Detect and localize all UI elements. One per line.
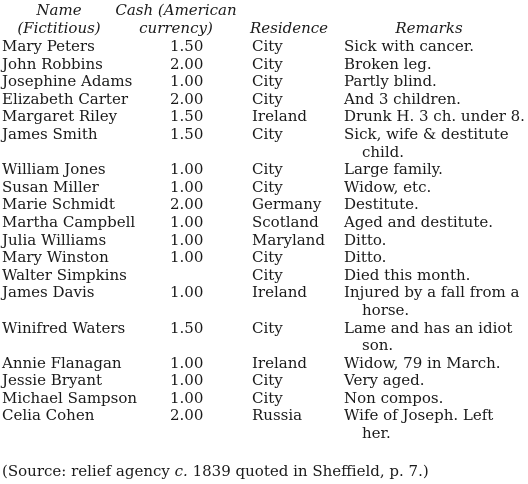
cell-residence: City (252, 160, 283, 179)
cell-name: James Smith (2, 124, 98, 143)
cell-remarks (344, 161, 528, 179)
remarks-line: Very aged. (344, 371, 425, 390)
remarks-line: horse. (362, 300, 410, 319)
cell-remarks (344, 196, 528, 214)
cell-remarks (344, 214, 528, 232)
cell-cash: 1.00 (170, 388, 204, 407)
remarks-line: Wife of Joseph. Left (344, 406, 494, 425)
remarks-line: son. (362, 336, 394, 355)
source-note (2, 462, 429, 480)
cell-cash: 1.00 (170, 160, 204, 179)
cell-name: John Robbins (2, 54, 103, 73)
cell-residence: City (252, 124, 283, 143)
cell-residence: City (252, 248, 283, 267)
source-prefix: (Source: relief agency (2, 462, 175, 480)
cell-residence: City (252, 54, 283, 73)
table-row (0, 249, 528, 267)
table-row (0, 196, 528, 214)
cell-cash: 1.00 (170, 72, 204, 91)
remarks-line: And 3 children. (344, 89, 461, 108)
cell-cash: 1.50 (170, 318, 204, 337)
cell-cash: 2.00 (170, 89, 204, 108)
cell-remarks (344, 249, 528, 267)
remarks-line: her. (362, 424, 391, 443)
remarks-line: Large family. (344, 160, 443, 179)
cell-remarks (344, 355, 528, 373)
cell-name: Jessie Bryant (2, 371, 103, 390)
table-row (0, 284, 528, 319)
remarks-line: Ditto. (344, 248, 387, 267)
source-circa: c. (174, 462, 188, 480)
cell-cash: 1.00 (170, 353, 204, 372)
cell-cash: 1.50 (170, 124, 204, 143)
cell-remarks (344, 284, 528, 319)
remarks-line: Partly blind. (344, 72, 437, 91)
cell-remarks (344, 179, 528, 197)
cell-remarks (344, 407, 528, 442)
table-row (0, 179, 528, 197)
remarks-line: Drunk H. 3 ch. under 8. (344, 107, 525, 126)
cell-remarks (344, 232, 528, 250)
cell-name: Mary Winston (2, 248, 109, 267)
cell-cash: 2.00 (170, 195, 204, 214)
table-row (0, 355, 528, 373)
cell-name: Mary Peters (2, 37, 95, 55)
remarks-line: Non compos. (344, 388, 444, 407)
cell-name: Walter Simpkins (2, 265, 127, 284)
cell-remarks (344, 73, 528, 91)
table-row (0, 320, 528, 355)
cell-cash: 1.00 (170, 283, 204, 302)
cell-name: Annie Flanagan (2, 353, 122, 372)
remarks-line: Sick, wife & destitute (344, 124, 509, 143)
table-row (0, 108, 528, 126)
cell-cash: 1.00 (170, 371, 204, 390)
cell-residence: Ireland (252, 353, 307, 372)
cell-residence: City (252, 72, 283, 91)
source-suffix: 1839 quoted in Sheffield, p. 7.) (187, 462, 429, 480)
table-row (0, 91, 528, 109)
cell-name: Michael Sampson (2, 388, 138, 407)
remarks-line: Broken leg. (344, 54, 432, 73)
cell-residence: Scotland (252, 212, 319, 231)
table-row (0, 126, 528, 161)
header-cash-line-1: Cash (American (115, 1, 237, 19)
cell-remarks (344, 390, 528, 408)
header-cash-line-2: currency) (139, 19, 213, 37)
cell-residence: City (252, 371, 283, 390)
cell-residence: City (252, 89, 283, 108)
header-remarks: Remarks (395, 19, 463, 37)
cell-cash: 2.00 (170, 406, 204, 425)
cell-name: Josephine Adams (2, 72, 133, 91)
cell-remarks (344, 108, 528, 126)
cell-name: Winifred Waters (2, 318, 126, 337)
cell-remarks (344, 56, 528, 74)
remarks-line: Lame and has an idiot (344, 318, 513, 337)
header-cash (106, 1, 246, 37)
table-row (0, 38, 528, 56)
cell-name: Marie Schmidt (2, 195, 115, 214)
table-header (0, 0, 528, 40)
cell-remarks (344, 320, 528, 355)
table-row (0, 407, 528, 442)
cell-residence: City (252, 318, 283, 337)
cell-residence: City (252, 265, 283, 284)
cell-remarks (344, 38, 528, 56)
cell-cash: 1.00 (170, 177, 204, 196)
table-body (0, 38, 528, 443)
cell-name: Celia Cohen (2, 406, 95, 425)
remarks-line: child. (362, 142, 405, 161)
remarks-line: Widow, 79 in March. (344, 353, 501, 372)
remarks-line: Aged and destitute. (344, 212, 494, 231)
table-row (0, 390, 528, 408)
cell-residence: City (252, 388, 283, 407)
remarks-line: Sick with cancer. (344, 37, 474, 55)
cell-remarks (344, 372, 528, 390)
cell-remarks (344, 91, 528, 109)
cell-name: James Davis (2, 283, 95, 302)
cell-name: Margaret Riley (2, 107, 118, 126)
cell-remarks (344, 126, 528, 161)
remarks-line: Injured by a fall from a (344, 283, 520, 302)
header-name-line-2: (Fictitious) (17, 19, 101, 37)
cell-cash: 2.00 (170, 54, 204, 73)
header-name-line-1: Name (36, 1, 82, 19)
cell-name: William Jones (2, 160, 106, 179)
cell-remarks (344, 267, 528, 285)
cell-cash: 1.00 (170, 212, 204, 231)
header-residence: Residence (249, 19, 329, 37)
cell-residence: Germany (252, 195, 322, 214)
header-name (0, 1, 118, 37)
remarks-line: Destitute. (344, 195, 419, 214)
table-row (0, 56, 528, 74)
cell-cash: 1.00 (170, 248, 204, 267)
table-row (0, 73, 528, 91)
cell-residence: City (252, 177, 283, 196)
table-row (0, 267, 528, 285)
cell-residence: Ireland (252, 107, 307, 126)
cell-residence: Ireland (252, 283, 307, 302)
cell-name: Julia Williams (2, 230, 107, 249)
cell-name: Susan Miller (2, 177, 99, 196)
cell-residence: Maryland (252, 230, 325, 249)
table-row (0, 214, 528, 232)
cell-cash: 1.00 (170, 230, 204, 249)
table-row (0, 161, 528, 179)
table-row (0, 372, 528, 390)
remarks-line: Died this month. (344, 265, 471, 284)
table-row (0, 232, 528, 250)
cell-residence: City (252, 37, 283, 55)
cell-cash: 1.50 (170, 107, 204, 126)
cell-residence: Russia (252, 406, 303, 425)
cell-name: Elizabeth Carter (2, 89, 128, 108)
cell-name: Martha Campbell (2, 212, 136, 231)
remarks-line: Ditto. (344, 230, 387, 249)
remarks-line: Widow, etc. (344, 177, 432, 196)
cell-cash: 1.50 (170, 37, 204, 55)
